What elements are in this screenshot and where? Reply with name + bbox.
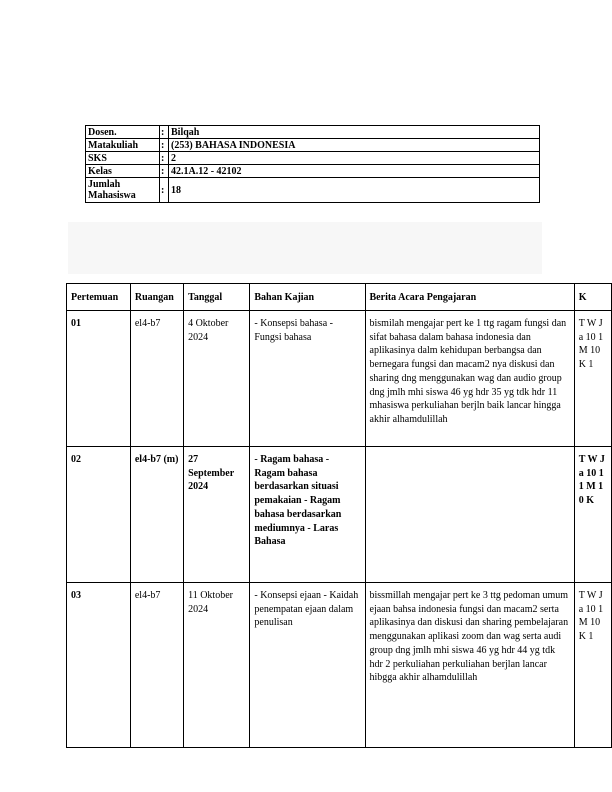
- header-pertemuan: Pertemuan: [67, 284, 131, 311]
- info-separator: :: [160, 152, 169, 165]
- cell-bahan-kajian: - Konsepsi bahasa - Fungsi bahasa: [250, 311, 365, 447]
- table-header-row: [67, 284, 612, 311]
- info-value: 42.1A.12 - 42102: [169, 165, 540, 178]
- cell-keterangan: T W Ja 10 11 M 10 K: [574, 447, 611, 583]
- cell-pertemuan: 02: [67, 447, 131, 583]
- info-label: Dosen.: [86, 126, 160, 139]
- header-berita-acara: Berita Acara Pengajaran: [365, 284, 574, 311]
- info-row-jumlah: [86, 178, 540, 203]
- cell-ruangan: el4-b7: [130, 583, 183, 748]
- info-row-dosen: [86, 126, 540, 139]
- info-separator: :: [160, 126, 169, 139]
- info-label: Kelas: [86, 165, 160, 178]
- table-row: [67, 583, 612, 748]
- header-keterangan: K: [574, 284, 611, 311]
- info-row-matakuliah: [86, 139, 540, 152]
- cell-tanggal: 11 Oktober 2024: [184, 583, 250, 748]
- info-label: Jumlah Mahasiswa: [86, 178, 160, 203]
- cell-keterangan: T W Ja 10 1 M 10 K 1: [574, 311, 611, 447]
- cell-pertemuan: 01: [67, 311, 131, 447]
- header-bahan-kajian: Bahan Kajian: [250, 284, 365, 311]
- table-row: [67, 311, 612, 447]
- cell-tanggal: 4 Oktober 2024: [184, 311, 250, 447]
- shaded-band: [68, 222, 542, 274]
- cell-bahan-kajian: - Ragam bahasa - Ragam bahasa berdasarkan situasi pemakaian - Ragam bahasa berdasarkan mediumnya - Laras Bahasa: [250, 447, 365, 583]
- info-value: 18: [169, 178, 540, 203]
- info-row-kelas: [86, 165, 540, 178]
- cell-bahan-kajian: - Konsepsi ejaan - Kaidah penempatan ejaan dalam penulisan: [250, 583, 365, 748]
- cell-berita-acara: bismilah mengajar pert ke 1 ttg ragam fungsi dan sifat bahasa dalam bahasa indonesia dan aplikasinya dalm kehidupan berbangsa dan bernegara fungsi dan macam2 nya diskusi dan sharing dng menggunakan wag dan audio group dng jmlh mhi siswa 46 yg hdr 35 yg tdk hdr 11 mhasiswa perkuliahan berjln baik lancar hingga akhir alhamdulillah: [365, 311, 574, 447]
- info-value: 2: [169, 152, 540, 165]
- cell-berita-acara: bissmillah mengajar pert ke 3 ttg pedoman umum ejaan bahsa indonesia fungsi dan macam2 serta aplikasinya dan diskusi dan sharing pembelajaran menggunakan aplikasi zoom dan wag serta audi group dng jmlh mhi siswa 46 yg hdr 44 yg tdk hdr 2 perkuliahan perkuliahan berjlan lancar hibgga akhir alhamdulillah: [365, 583, 574, 748]
- cell-berita-acara: [365, 447, 574, 583]
- cell-tanggal: 27 September 2024: [184, 447, 250, 583]
- course-info-table: [85, 125, 540, 203]
- cell-keterangan: T W Ja 10 1 M 10 K 1: [574, 583, 611, 748]
- cell-ruangan: el4-b7 (m): [130, 447, 183, 583]
- info-separator: :: [160, 165, 169, 178]
- info-separator: :: [160, 139, 169, 152]
- info-value: (253) BAHASA INDONESIA: [169, 139, 540, 152]
- cell-ruangan: el4-b7: [130, 311, 183, 447]
- meeting-table: [66, 283, 612, 748]
- header-ruangan: Ruangan: [130, 284, 183, 311]
- info-row-sks: [86, 152, 540, 165]
- header-tanggal: Tanggal: [184, 284, 250, 311]
- info-value: Bilqah: [169, 126, 540, 139]
- info-separator: :: [160, 178, 169, 203]
- info-label: SKS: [86, 152, 160, 165]
- table-row: [67, 447, 612, 583]
- cell-pertemuan: 03: [67, 583, 131, 748]
- info-label: Matakuliah: [86, 139, 160, 152]
